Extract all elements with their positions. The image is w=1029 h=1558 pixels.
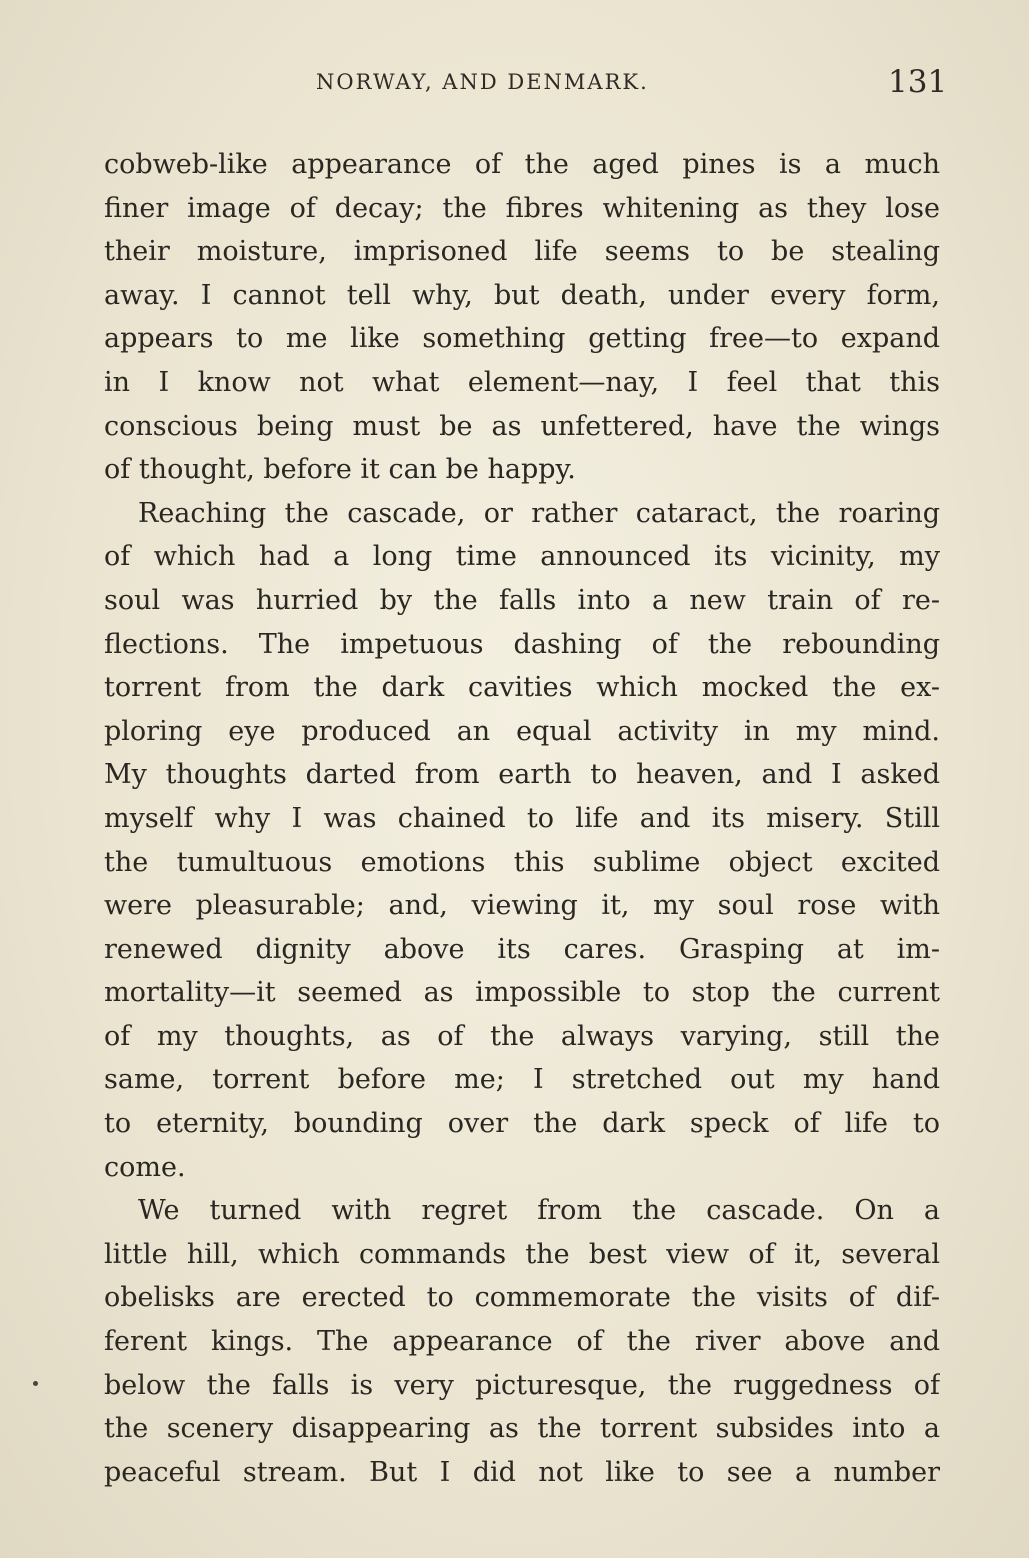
text-line: My thoughts darted from earth to heaven, and I asked: [104, 759, 940, 791]
text-line: peaceful stream. But I did not like to see a number: [104, 1456, 940, 1488]
running-title: NORWAY, AND DENMARK.: [316, 70, 649, 94]
text-line: cobweb-like appearance of the aged pines is a much: [104, 149, 940, 180]
paragraph-start-line: Reaching the cascade, or rather cataract, the roaring: [138, 497, 940, 529]
text-line: come.: [104, 1151, 186, 1183]
text-line: below the falls is very picturesque, the ruggedness of: [104, 1369, 940, 1401]
text-line: finer image of decay; the fibres whitening as they lose: [104, 192, 940, 224]
body-text: [104, 143, 940, 1494]
text-line: of which had a long time announced its vicinity, my: [104, 541, 940, 573]
text-line: soul was hurried by the falls into a new train of re-: [104, 584, 940, 616]
text-line: flections. The impetuous dashing of the rebounding: [104, 628, 940, 660]
text-line: little hill, which commands the best view of it, several: [104, 1238, 940, 1270]
page-number: 131: [888, 64, 948, 100]
text-line: renewed dignity above its cares. Grasping at im-: [104, 933, 940, 965]
text-line: the scenery disappearing as the torrent subsides into a: [104, 1413, 940, 1445]
text-line: ploring eye produced an equal activity in my mind.: [104, 715, 940, 747]
text-line: their moisture, imprisoned life seems to be stealing: [104, 236, 940, 268]
text-line: appears to me like something getting free—to expand: [104, 323, 940, 355]
text-line: were pleasurable; and, viewing it, my soul rose with: [104, 890, 940, 922]
text-line: mortality—it seemed as impossible to stop the current: [104, 977, 940, 1009]
text-line: torrent from the dark cavities which mocked the ex-: [104, 672, 940, 704]
text-line: the tumultuous emotions this sublime object excited: [104, 846, 940, 878]
text-line: in I know not what element—nay, I feel that this: [104, 366, 940, 398]
paragraph-start-line: We turned with regret from the cascade. On a: [138, 1195, 940, 1227]
text-line: same, torrent before me; I stretched out my hand: [104, 1064, 940, 1096]
text-line: of thought, before it can be happy.: [104, 454, 576, 486]
text-line: ferent kings. The appearance of the river above and: [104, 1326, 940, 1358]
ink-speck: [33, 1381, 38, 1386]
text-line: obelisks are erected to commemorate the visits of dif-: [104, 1282, 940, 1314]
text-line: away. I cannot tell why, but death, under every form,: [104, 279, 940, 311]
text-line: myself why I was chained to life and its misery. Still: [104, 802, 940, 834]
text-line: to eternity, bounding over the dark speck of life to: [104, 1108, 940, 1140]
text-line: of my thoughts, as of the always varying, still the: [104, 1020, 940, 1052]
text-line: conscious being must be as unfettered, have the wings: [104, 410, 940, 442]
